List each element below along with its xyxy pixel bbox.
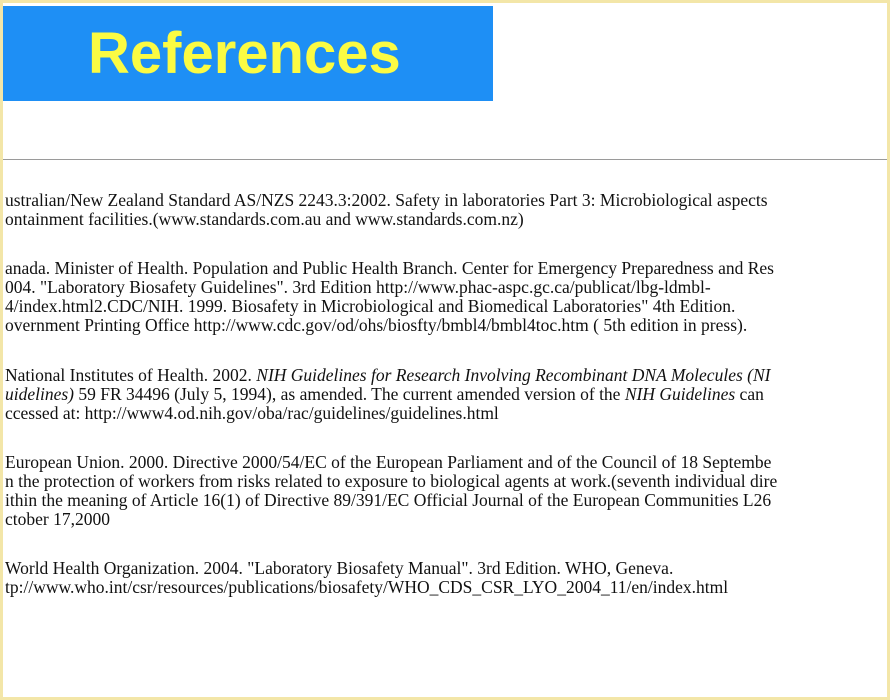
reference-3-line-1-italic: NIH Guidelines for Research Involving Recombinant DNA Molecules (NI xyxy=(256,365,771,385)
reference-2-line-3: 4/index.html2.CDC/NIH. 1999. Biosafety in Microbiological and Biomedical Laboratories" 4th Edition. xyxy=(5,296,736,316)
reference-3-line-2 xyxy=(5,385,764,405)
reference-5-line-2: tp://www.who.int/csr/resources/publications/biosafety/WHO_CDS_CSR_LYO_2004_11/en/index.html xyxy=(5,577,729,597)
reference-4-line-3: ithin the meaning of Article 16(1) of Directive 89/391/EC Official Journal of the European Communities L26 xyxy=(5,490,772,510)
reference-5-line-1: World Health Organization. 2004. "Laboratory Biosafety Manual". 3rd Edition. WHO, Geneva. xyxy=(5,558,674,578)
reference-3-line-1 xyxy=(5,366,770,386)
reference-3-line-3: ccessed at: http://www4.od.nih.gov/oba/rac/guidelines/guidelines.html xyxy=(5,403,499,423)
reference-3-line-2-tail: can xyxy=(735,384,764,404)
reference-3-line-1-text: National Institutes of Health. 2002. xyxy=(5,365,257,385)
reference-1-line-1: ustralian/New Zealand Standard AS/NZS 2243.3:2002. Safety in laboratories Part 3: Microbiological aspects xyxy=(5,190,768,210)
slide-title: References xyxy=(88,21,401,86)
reference-2-line-2: 004. "Laboratory Biosafety Guidelines". 3rd Edition http://www.phac-aspc.gc.ca/publicat/lbg-ldmbl- xyxy=(5,277,711,297)
reference-4-line-1: European Union. 2000. Directive 2000/54/EC of the European Parliament and of the Council of 18 Septembe xyxy=(5,452,772,472)
reference-2-line-4: overnment Printing Office http://www.cdc.gov/od/ohs/biosfty/bmbl4/bmbl4toc.htm ( 5th edition in press). xyxy=(5,315,748,335)
reference-4-line-4: ctober 17,2000 xyxy=(5,509,110,529)
reference-2-line-1: anada. Minister of Health. Population and Public Health Branch. Center for Emergency Preparedness and Res xyxy=(5,258,774,278)
reference-3-line-2-italic-2: NIH Guidelines xyxy=(624,384,736,404)
references-list xyxy=(3,3,890,700)
reference-3-line-2-italic: uidelines) xyxy=(5,384,75,404)
reference-1-line-2: ontainment facilities.(www.standards.com.au and www.standards.com.nz) xyxy=(5,209,524,229)
reference-3-line-2-text: 59 FR 34496 (July 5, 1994), as amended. The current amended version of the xyxy=(74,384,625,404)
reference-4-line-2: n the protection of workers from risks related to exposure to biological agents at work.(seventh individual dire xyxy=(5,471,778,491)
